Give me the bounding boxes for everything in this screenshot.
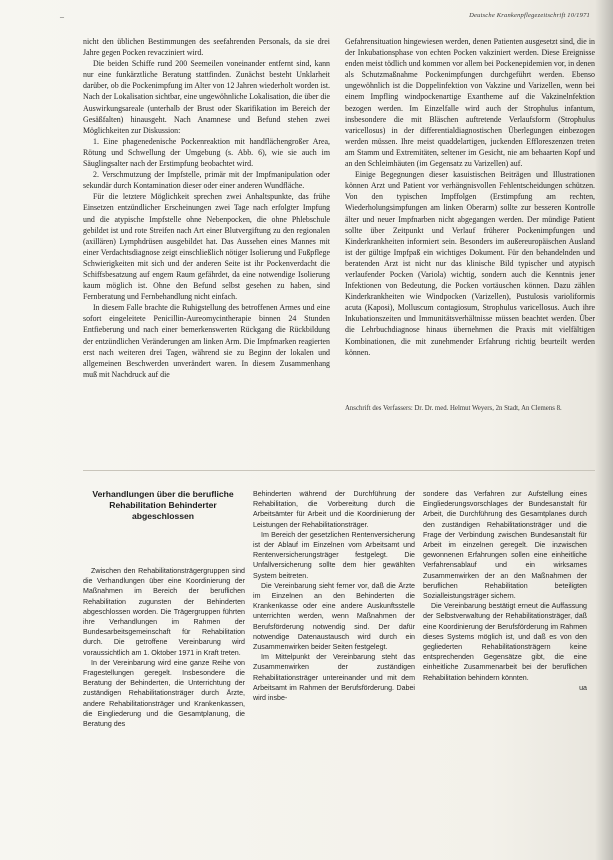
- end-mark: ua: [579, 683, 587, 692]
- paragraph: Einige Begegnungen dieser kasuistischen Beiträgen und Illustrationen können Arzt und Patient vor verhängnisvollen Fehlentscheidungen schützen. Von den typischen Impffolgen (Erstimpfung am rechten, Wiederholungsimpfungen am linken Oberarm) sollte zur besseren Kontrolle älter und neuer Impfnarben nicht abgegangen werden. Der mündige Patient sollte über Zeitpunkt und Verlauf früherer Pockenimpfungen und Kinderkrankheiten informiert sein. Besonders im außereuropäischen Ausland ist der gültige Impfpaß ein wichtiges Dokument. Für den behandelnden und beratenden Arzt ist nicht nur das klinische Bild typischer und atypisch verlaufender Pocken (Variola) wichtig, sondern auch die Kenntnis jener Infektionen von Bedeutung, die Pocken vortäuschen können. Dazu zählen Kinderkrankheiten wie Windpocken (Varizellen), Pustulosis varioliformis acuta (Kaposi), Molluscum contagiosum, Strophulus varicellosus. Auch ihre Inkubationszeiten und Immunitätsverhältnisse müssen beachtet werden. Über die Lehrbuchdiagnose hinaus übernehmen die Praxis mit vielfältigen Kombinationen, die mit zunehmender Erfahrung richtig beurteilt werden können.: [345, 170, 595, 357]
- paragraph: Gefahrensituation hingewiesen werden, denen Patienten ausgesetzt sind, die in der Inkubationsphase von echten Pocken vakziniert werden. Diese Ereignisse enden meist tödlich und kommen vor allem bei Pockenepidemien vor, in denen als Schutzmaßnahme Pockenimpfungen durchgeführt werden. Ebenso ungewöhnlich ist die Doppelinfektion von Vakzine und Varizellen, wenn bei einem Impfling windpockenartige Exantheme auf die Vakzinelnfektion bezogen werden. Im Einzelfalle wird auch der Strophulus infantum, insbesondere die mit Bläschen auftretende Verlaufsform (Strophulus varicellosus) in der differentialdiagnostischen Überlegungen einbezogen werden müssen. Ihre meist quaddelartigen, juckenden Effloreszenzen treten am Stamm und Extremitäten, seltener im Gesicht, nie am behaarten Kopf und an den Schleimhäuten (im Gegensatz zu Varizellen) auf.: [345, 37, 595, 169]
- paragraph: In diesem Falle brachte die Ruhigstellung des betroffenen Armes und eine sofort eingeleitete Penicillin-Aureomycintherapie binnen 24 Stunden Entfieberung und nach einer bemerkenswerten Rückgang die Rückbildung der entzündlichen Veränderungen am linken Arm. Die Impfmarken reagierten erst nach weiteren drei Tagen, während sie zu Beginn der lokalen und allgemeinen Beschwerden unverändert waren. In diesem Zusammenhang muß mit Nachdruck auf die: [83, 303, 330, 379]
- paragraph: Für die letztere Möglichkeit sprechen zwei Anhaltspunkte, das frühe Einsetzen entzündlicher Erscheinungen zwei Tage nach erfolgter Impfung und die atypische Impfstelle ohne Nebenpocken, die ohne Phlebschule gebildet ist und rote Streifen nach Art einer Blutvergiftung zu den regionalen (axillären) Lymphdrüsen ausgebildet hat. Das Aussehen eines Mannes mit einer Verdachtsdiagnose zeigt einschließlich nötiger Isolierung und Fußpflege Schwierigkeiten mit sich und der anderen Seite ist ihr Pockenverdacht die Schiffsbesatzung auf engem Raum gefährdet, da eine notwendige Isolierung kaum möglich ist. Ohne den Befund selbst gesehen zu haben, sind Fernberatung und Fernbehandlung nicht einfach.: [83, 192, 330, 302]
- author-address-footnote: Anschrift des Verfassers: Dr. Dr. med. Helmut Weyers, 2n Stadt, An Clemens 8.: [345, 405, 562, 412]
- paragraph: In der Vereinbarung wird eine ganze Reihe von Fragestellungen geregelt. Insbesondere die Beratung der Behinderten, die Unterrichtung der zuständigen Rehabilitationsträger durch Ärzte, andere Rehabilitationsträger und Krankenkassen, die Eingliederung und die Gesamtplanung, die Beratung des: [83, 658, 245, 729]
- paragraph: Behinderten während der Durchführung der Rehabilitation, die Vorbereitung durch die Arbeitsämter für Arbeit und die Koordinierung der Leistungen der Rehabilitationsträger.: [253, 490, 415, 529]
- article-left-column: [83, 36, 330, 456]
- paragraph: Zwischen den Rehabilitationsträgergruppen sind die Verhandlungen über eine Koordinierung der Maßnahmen im Bereich der beruflichen Rehabilitation zugunsten der Behinderten abgeschlossen worden. Die Trägergruppen führten ihre Verhandlungen im Rahmen der Bundesarbeitsgemeinschaft für Rehabilitation durch. Die getroffene Vereinbarung wird voraussichtlich am 1. Oktober 1971 in Kraft treten.: [83, 567, 245, 657]
- news-column-3: [423, 489, 587, 854]
- running-header: Deutsche Krankenpflegezeitschrift 10/1971: [469, 12, 590, 19]
- paragraph: Im Mittelpunkt der Vereinbarung steht das Zusammenwirken der zuständigen Rehabilitationsträger untereinander und mit dem Arbeitsamt im Rahmen der Berufsförderung. Dabei wird insbe-: [253, 653, 415, 703]
- news-column-1: [83, 566, 245, 858]
- article-right-column: [345, 36, 595, 396]
- paragraph: 2. Verschmutzung der Impfstelle, primär mit der Impfmanipulation oder sekundär durch Kontamination dieser oder einer anderen Wundfläche.: [83, 170, 330, 191]
- paragraph: Im Bereich der gesetzlichen Rentenversicherung ist der Ablauf im Einzelnen vom Arbeitsamt und Rentenversicherungsträger festgelegt. Die Unfallversicherung sollte dem hier gewählten System beitreten.: [253, 530, 415, 580]
- paragraph: Die Vereinbarung bestätigt erneut die Auffassung der Selbstverwaltung der Rehabilitationsträger, daß eine Koordinierung der Berufsförderung im Rahmen dieses Systems möglich ist, und daß es von den gegliederten Rehabilitationsträgern keine entsprechenden Gegensätze gibt, die eine einheitliche Zusammenarbeit bei der beruflichen Rehabilitation behindern könnten.: [423, 602, 587, 682]
- paragraph: sondere das Verfahren zur Aufstellung eines Eingliederungsvorschlages der Bundesanstalt für Arbeit, die Durchführung des Gesamtplanes durch den zuständigen Rehabilitationsträger und die Frage der Verbindung zwischen Bundesanstalt für Arbeit im einzelnen geregelt. Die inzwischen gewonnenen Erfahrungen sollen eine einheitliche Verfahrensablauf und ein wirksames Zusammenwirken der an den Maßnahmen der beruflichen Rehabilitation beteiligten Sozialleistungsträger sichern.: [423, 490, 587, 601]
- paragraph: 1. Eine phagenedenische Pockenreaktion mit handflächengroßer Area, Rötung und Schwellung der Umgebung (s. Abb. 6), wie sie auch im Säuglingsalter nach der Erstimpfung beobachtet wird.: [83, 136, 330, 169]
- paragraph: nicht den üblichen Bestimmungen des seefahrenden Personals, da sie drei Jahre gegen Pocken revacziniert wird.: [83, 37, 330, 58]
- news-headline: Verhandlungen über die berufliche Rehabilitation Behinderter abgeschlossen: [92, 489, 234, 521]
- paragraph: Die Vereinbarung sieht ferner vor, daß die Ärzte im Einzelnen an den Behinderten die Krankenkasse oder eine andere Auskunftsstelle unterrichten werden, wenn Maßnahmen der Berufsförderung notwendig sind. Der dafür notwendige Datenaustausch wird durch ein Zusammenwirken beider Seiten festgelegt.: [253, 581, 415, 652]
- section-divider: [83, 470, 595, 471]
- news-column-2: [253, 489, 415, 854]
- paragraph: Die beiden Schiffe rund 200 Seemeilen voneinander entfernt sind, kann nur eine funkärztliche Beratung stattfinden. Zunächst besteht Unklarheit darüber, ob die Pockenimpfung im Alter von 12 Jahren wiederholt worden ist. Nach der Lokalisation sichtbar, eine ungewöhnliche Lokalisation, die über die Auswirkungsareale (unterhalb der Brust oder Skarifikation im Bereich der Gesäßfalten) hinausgeht. Nach Anamnese und Befund stehen zwei Möglichkeiten zur Diskussion:: [83, 59, 330, 135]
- corner-mark: –: [60, 12, 64, 21]
- page-edge-shadow: [595, 0, 613, 860]
